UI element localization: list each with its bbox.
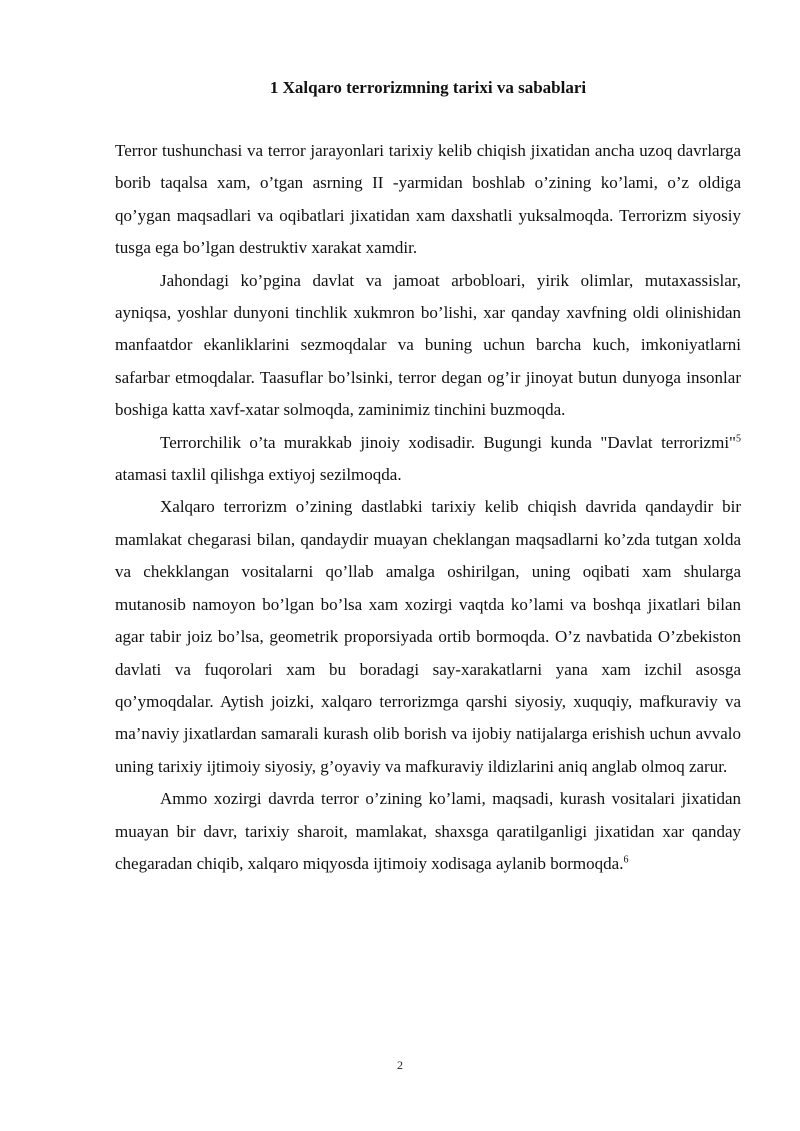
paragraph-1-text: Terror tushunchasi va terror jarayonlari tarixiy kelib chiqish jixatidan ancha uzoq davrlarga borib taqalsa xam, o’tgan asrning II -yarmidan boshlab o’zining ko’lami, o’z oldiga qo’ygan maqsadlari va oqibatlari jixatidan xam daxshatli yuksalmoqda. Terrorizm siyosiy tusga ega bo’lgan destruktiv xarakat xamdir. [115,141,741,258]
paragraph-3-text-after: atamasi taxlil qilishga extiyoj sezilmoqda. [115,465,402,485]
paragraph-4 [115,491,741,783]
paragraph-2 [115,265,741,427]
paragraph-3 [115,427,741,492]
paragraph-2-text: Jahondagi ko’pgina davlat va jamoat arbobloari, yirik olimlar, mutaxassislar, ayniqsa, yoshlar dunyoni tinchlik xukmron bo’lishi, xar qanday xavfning oldi olinishidan manfaatdor ekanliklarini sezmoqdalar va buning uchun barcha kuch, imkoniyatlarni safarbar etmoqdalar. Taasuflar bo’lsinki, terror degan og’ir jinoyat butun dunyoga insonlar boshiga katta xavf-xatar solmoqda, zaminimiz tinchini buzmoqda. [115,270,741,420]
paragraph-1 [115,135,741,265]
paragraph-3-text: Terrorchilik o’ta murakkab jinoiy xodisadir. Bugungi kunda "Davlat terrorizmi" [160,432,736,452]
paragraph-4-text: Xalqaro terrorizm o’zining dastlabki tarixiy kelib chiqish davrida qandaydir bir mamlakat chegarasi bilan, qandaydir muayan cheklangan maqsadlarni ko’zda tutgan xolda va chekklangan vositalarni qo’llab amalga oshirilgan, uning oqibati xam shularga mutanosib namoyon bo’lgan bo’lsa xam xozirgi vaqtda ko’lami va boshqa jixatlari bilan agar tabir joiz bo’lsa, geometrik proporsiyada ortib bormoqda. O’z navbatida O’zbekiston davlati va fuqorolari xam bu boradagi say-xarakatlarni yana xam izchil asosga qo’ymoqdalar. Aytish joizki, xalqaro terrorizmga qarshi siyosiy, xuquqiy, mafkuraviy va ma’naviy jixatlardan samarali kurash olib borish va ijobiy natijalarga erishish uchun avvalo uning tarixiy ijtimoiy siyosiy, g’oyaviy va mafkuraviy ildizlarini aniq anglab olmoq zarur. [115,497,741,776]
paragraph-5-text: Ammo xozirgi davrda terror o’zining ko’lami, maqsadi, kurash vositalari jixatidan muayan bir davr, tarixiy sharoit, mamlakat, shaxsga qaratilganligi jixatidan xar qanday chegaradan chiqib, xalqaro miqyosda ijtimoiy xodisaga aylanib bormoqda. [115,789,741,873]
document-page [115,74,741,880]
paragraph-5 [115,783,741,880]
footnote-marker-5: 5 [736,433,741,444]
page-number: 2 [397,1058,403,1072]
document-title: 1 Xalqaro terrorizmning tarixi va sabablari [269,78,587,97]
footnote-marker-6: 6 [623,854,629,866]
